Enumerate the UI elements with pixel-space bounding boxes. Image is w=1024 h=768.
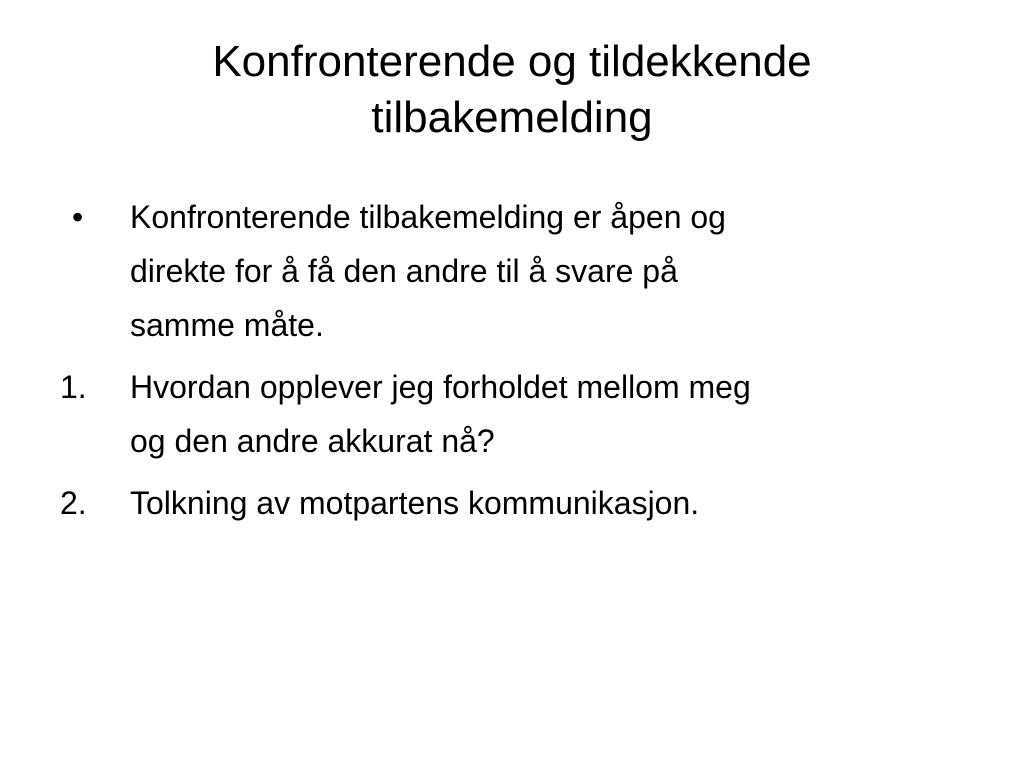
text-line: Tolkning av motpartens kommunikasjon. <box>130 485 700 521</box>
text-line: samme måte. <box>130 307 324 343</box>
text-line: Hvordan opplever jeg forholdet mellom meg <box>130 369 751 405</box>
text-line: Konfronterende tilbakemelding er åpen og <box>130 199 726 235</box>
title-line: tilbakemelding <box>371 93 653 142</box>
text-line: og den andre akkurat nå? <box>130 423 495 459</box>
bullet-text <box>130 190 970 352</box>
number-marker: 1. <box>60 369 87 405</box>
numbered-item-2 <box>60 476 970 530</box>
title-line: Konfronterende og tildekkende <box>212 37 812 86</box>
bullet-item <box>60 190 970 352</box>
numbered-item-1 <box>60 360 970 468</box>
bullet-marker: • <box>72 199 84 235</box>
numbered-text <box>130 360 970 468</box>
numbered-text <box>130 476 970 530</box>
text-line: direkte for å få den andre til å svare på <box>130 253 678 289</box>
slide-body <box>60 190 970 538</box>
slide-title <box>60 34 964 146</box>
number-marker: 2. <box>60 485 87 521</box>
